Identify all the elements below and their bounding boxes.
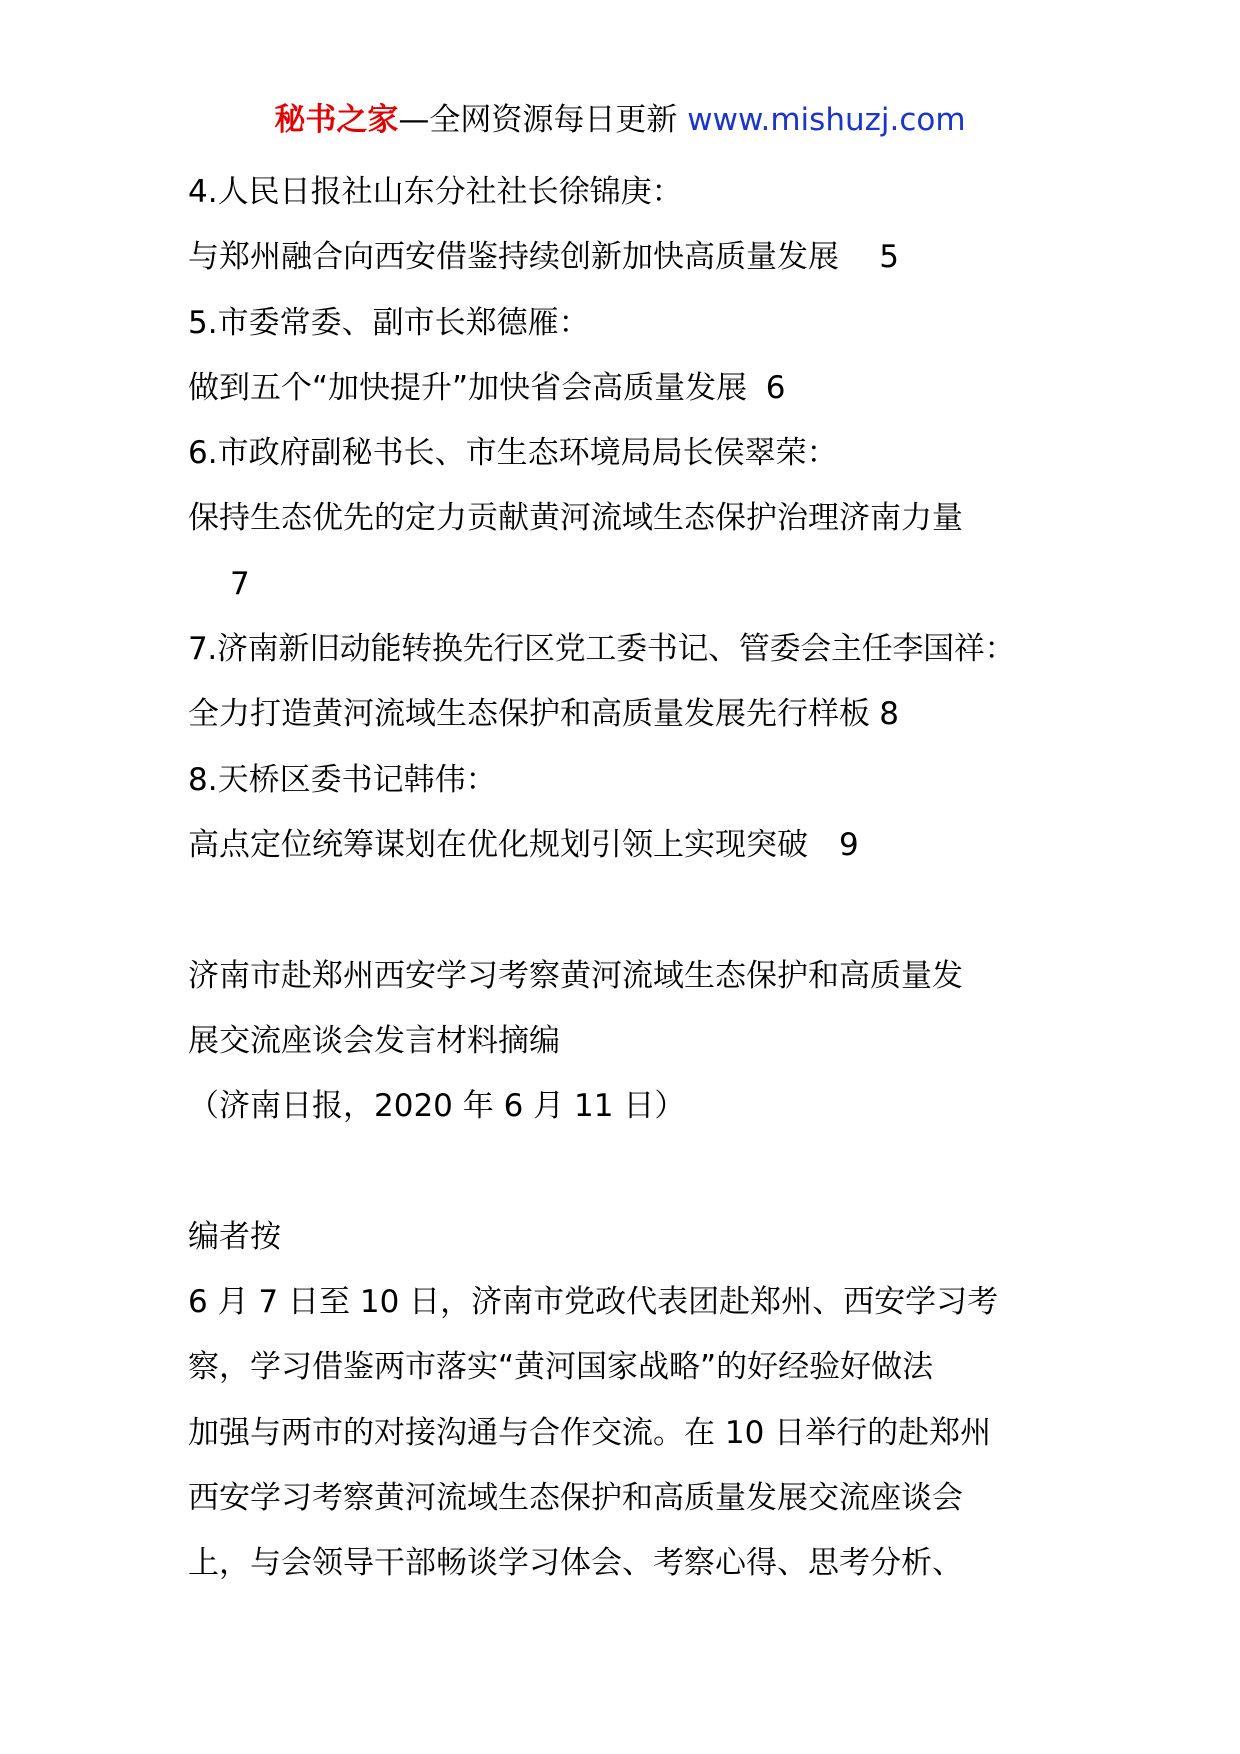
toc-heading-7: 7.济南新旧动能转换先行区党工委书记、管委会主任李国祥： <box>188 631 1016 668</box>
paragraph-line: 上，与会领导干部畅谈学习体会、考察心得、思考分析、 <box>188 1545 963 1582</box>
paragraph-line: 西安学习考察黄河流域生态保护和高质量发展交流座谈会 <box>188 1479 963 1516</box>
toc-page-4: 5 <box>879 239 900 276</box>
article-title-line-2: 展交流座谈会发言材料摘编 <box>188 1022 560 1059</box>
blank-line <box>188 1139 1068 1204</box>
toc-page-6: 7 <box>230 565 250 602</box>
toc-page-8: 9 <box>839 826 859 863</box>
toc-title-5: 做到五个“加快提升”加快省会高质量发展 <box>188 369 748 406</box>
toc-title-8: 高点定位统筹谋划在优化规划引领上实现突破 <box>188 826 808 863</box>
editor-note-label: 编者按 <box>188 1218 281 1255</box>
blank-line <box>188 878 1068 943</box>
toc-heading-4: 4.人民日报社山东分社社长徐锦庚： <box>188 174 683 210</box>
article-source: （济南日报，2020 年 6 月 11 日） <box>188 1088 686 1125</box>
site-header <box>0 100 1240 140</box>
paragraph-line: 察，学习借鉴两市落实“黄河国家战略”的好经验好做法 <box>188 1349 934 1386</box>
toc-title-7: 全力打造黄河流域生态保护和高质量发展先行样板 <box>188 696 870 733</box>
toc-page-7: 8 <box>879 696 900 733</box>
toc-heading-8: 8.天桥区委书记韩伟： <box>188 761 497 798</box>
toc-page-6-line <box>188 552 1068 617</box>
site-url[interactable]: www.mishuzj.com <box>687 102 966 138</box>
article-title-line-1: 济南市赴郑州西安学习考察黄河流域生态保护和高质量发 <box>188 957 963 994</box>
toc-heading-6: 6.市政府副秘书长、市生态环境局局长侯翠荣： <box>188 435 838 472</box>
paragraph-line: 6 月 7 日至 10 日，济南市党政代表团赴郑州、西安学习考 <box>188 1284 999 1321</box>
toc-entry-6[interactable] <box>188 486 1068 551</box>
toc-title-6: 保持生态优先的定力贡献黄河流域生态保护治理济南力量 <box>188 500 963 537</box>
toc-entry-8[interactable] <box>188 813 1068 878</box>
toc-entry-4[interactable] <box>188 225 1068 290</box>
toc-entry-5[interactable] <box>188 356 1068 421</box>
site-tagline: —全网资源每日更新 <box>398 102 678 138</box>
site-brand: 秘书之家 <box>274 102 399 138</box>
paragraph-line: 加强与两市的对接沟通与合作交流。在 10 日举行的赴郑州 <box>188 1414 992 1451</box>
toc-entry-7[interactable] <box>188 682 1068 747</box>
toc-page-5: 6 <box>765 369 786 406</box>
toc-heading-5: 5.市委常委、副市长郑德雁： <box>188 304 590 341</box>
document-body <box>188 160 1068 1597</box>
toc-title-4: 与郑州融合向西安借鉴持续创新加快高质量发展 <box>188 239 839 276</box>
